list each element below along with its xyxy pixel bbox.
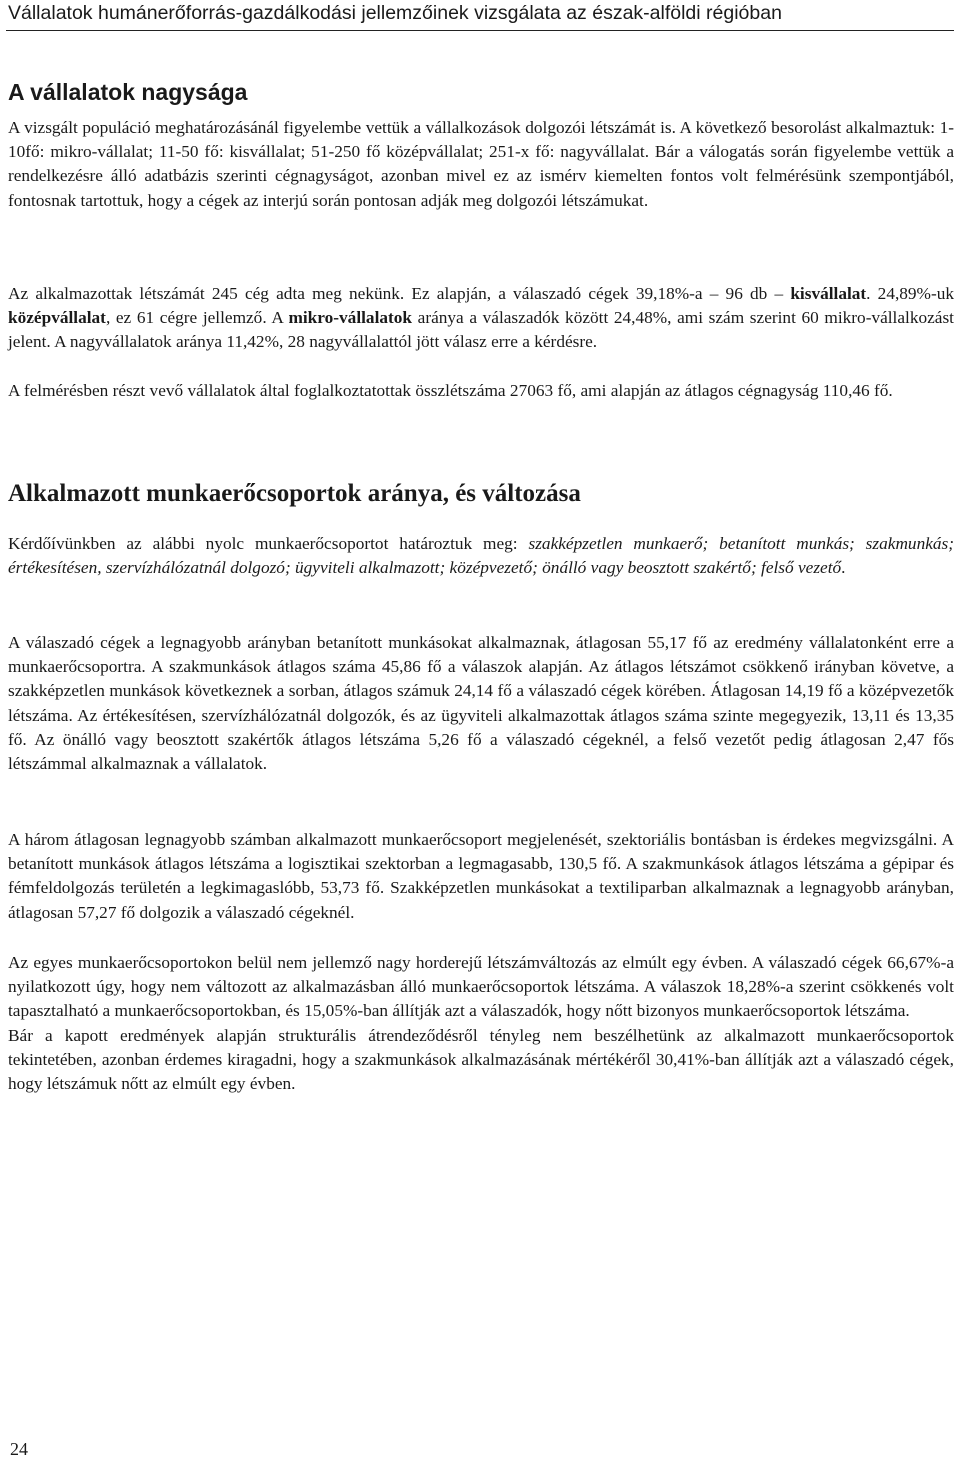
paragraph bbox=[8, 532, 954, 580]
paragraph bbox=[8, 631, 954, 776]
text-run: Kérdőívünkben az alábbi nyolc munkaerőcsoportot határoztuk meg: bbox=[8, 534, 529, 553]
text-run: A vizsgált populáció meghatározásánál figyelembe vettük a vállalkozások dolgozói létszámát is. A következő besorolást alkalmaztuk: 1-10fő: mikro-vállalat; 11-50 fő: kisvállalat; 51-250 fő középvállalat; 251-x fő: nagyvállalat. Bár a válogatás során figyelembe vettük a rendelkezésre álló adatbázis szerinti cégnagyságot, azonban mivel ez az ismérv kiemelten fontos volt felmérésünk szempontjából, fontosnak tartottuk, hogy a cégek az interjú során pontosan adják meg dolgozói létszámukat. bbox=[8, 118, 954, 210]
bold-text-run: mikro-vállalatok bbox=[288, 308, 413, 328]
paragraph bbox=[8, 951, 954, 1024]
text-run: aránya a válaszadók között 24,48%, ami szám szerint 60 mikro-vállalkozást jelent. A nagyvállalatok aránya 11,42%, 28 nagyvállalattól jött válasz erre a kérdésre. bbox=[8, 308, 954, 352]
text-run: A válaszadó cégek a legnagyobb arányban betanított munkásokat alkalmaznak, átlagosan 55,17 fő az eredmény vállalatonként erre a munkaerőcsoportra. A szakmunkások átlagos száma 45,86 fő a válaszok alapján. Az átlagos létszámot csökkenő irányban követve, a szakképzetlen munkások következnek a sorban, átlagos számuk 24,14 fő a válaszadó cégek körében. Átlagosan 14,19 fő a középvezetők létszáma. Az értékesítésen, szervízhálózatnál dolgozók, és az ügyviteli alkalmazottak átlagos száma szinte megegyezik, 13,11 és 13,35 fő. Az önálló vagy beosztott szakértők átlagos létszáma 5,26 fő a válaszadó cégeknél, a felső vezetőt pedig átlagosan 2,47 fős létszámmal alkalmaznak a vállalatok. bbox=[8, 633, 954, 774]
paragraph bbox=[8, 379, 954, 403]
text-run: Az alkalmazottak létszámát 245 cég adta meg nekünk. Ez alapján, a válaszadó cégek 39,18%-a – 96 db – bbox=[8, 284, 791, 303]
text-run: . 24,89%-uk bbox=[866, 284, 954, 303]
running-header: Vállalatok humánerőforrás-gazdálkodási jellemzőinek vizsgálata az észak-alföldi régióban bbox=[8, 2, 782, 24]
italic-text-run: szakképzetlen munkaerő; betanított munkás; szakmunkás; értékesítésen, szervízhálózatnál dolgozó; ügyviteli alkalmazott; középvezető; önálló vagy beosztott szakértő; felső vezető bbox=[8, 534, 954, 578]
paragraph bbox=[8, 1024, 954, 1097]
bold-text-run: kisvállalat bbox=[790, 284, 867, 303]
text-run: Bár a kapott eredmények alapján strukturális átrendeződésről tényleg nem beszélhetünk az alkalmazott munkaerőcsoportok tekintetében, azonban érdemes kiragadni, hogy a szakmunkások alkalmazásának mértékéről 30,41%-ban állítják azt a válaszadó cégek, hogy létszámuk nőtt az elmúlt egy évben. bbox=[8, 1026, 954, 1094]
header-rule bbox=[6, 30, 954, 31]
page-number: 24 bbox=[10, 1439, 28, 1459]
section-heading-company-size: A vállalatok nagysága bbox=[8, 79, 248, 105]
text-run: . bbox=[841, 558, 846, 578]
text-run: A három átlagosan legnagyobb számban alkalmazott munkaerőcsoport megjelenését, szektoriális bontásban is érdekes megvizsgálni. A betanított munkások átlagos létszáma a logisztikai szektorban a legmagasabb, 130,5 fő. A szakmunkások átlagos létszáma a gépipar és fémfeldolgozás területén a legkimagaslóbb, 53,73 fő. Szakképzetlen munkásokat a textiliparban alkalmaznak a legnagyobb arányban, átlagosan 57,27 fő dolgozik a válaszadó cégeknél. bbox=[8, 830, 954, 922]
bold-text-run: középvállalat bbox=[8, 308, 106, 328]
paragraph bbox=[8, 828, 954, 925]
paragraph bbox=[8, 116, 954, 213]
paragraph bbox=[8, 282, 954, 355]
text-run: , ez 61 cégre jellemző. A bbox=[105, 308, 289, 328]
text-run: A felmérésben részt vevő vállalatok által foglalkoztatottak összlétszáma 27063 fő, ami alapján az átlagos cégnagyság 110,46 fő. bbox=[8, 381, 893, 400]
section-heading-workforce-groups: Alkalmazott munkaerőcsoportok aránya, és változása bbox=[8, 480, 581, 507]
text-run: Az egyes munkaerőcsoportokon belül nem jellemző nagy horderejű létszámváltozás az elmúlt egy évben. A válaszadó cégek 66,67%-a nyilatkozott úgy, hogy nem változott az alkalmazásban álló munkaerőcsoportok létszáma. A válaszok 18,28%-a szerint csökkenés volt tapasztalható a munkaerőcsoportokban, és 15,05%-ban állítják azt a válaszadók, hogy nőtt bizonyos munkaerőcsoportok létszáma. bbox=[8, 953, 954, 1021]
